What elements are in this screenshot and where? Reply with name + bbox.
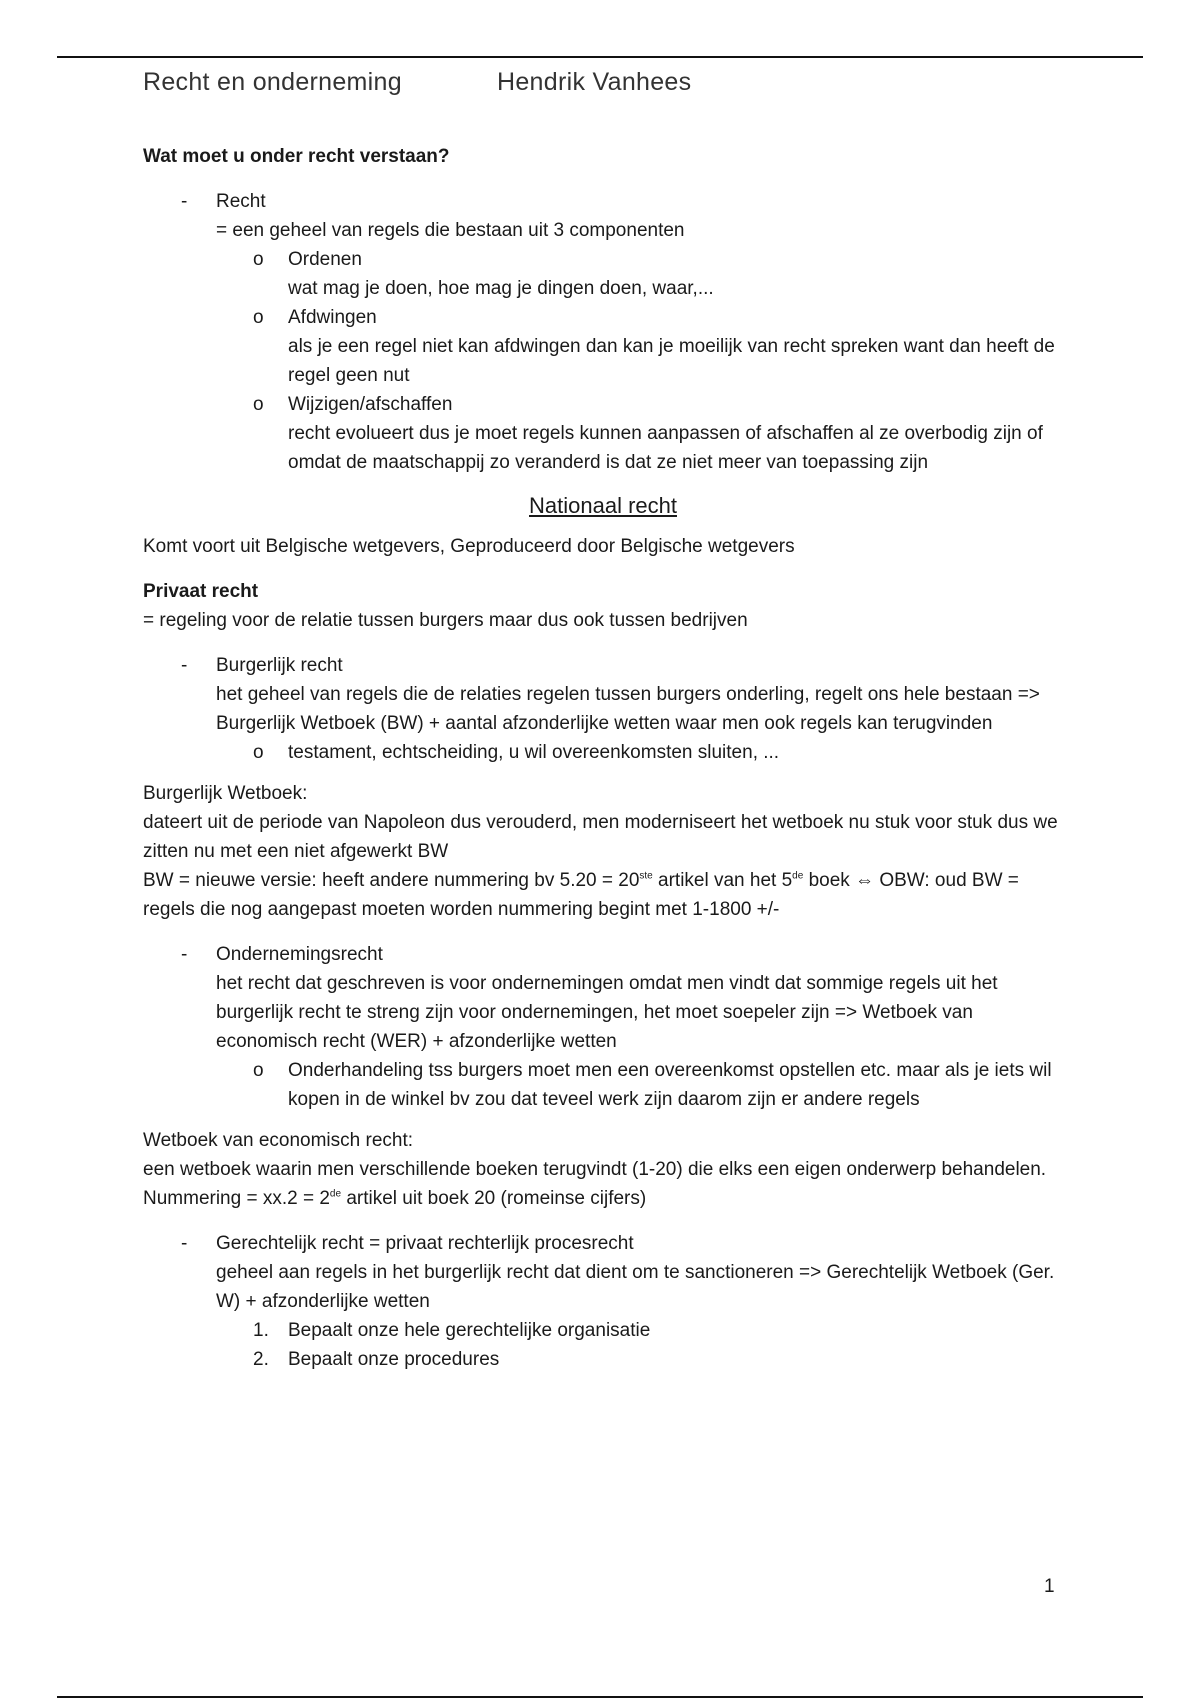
bullet-marker: o (253, 249, 264, 270)
list-item-ondernemingsrecht (143, 940, 1063, 1056)
number-marker: 1. (253, 1320, 269, 1341)
component-text: wat mag je doen, hoe mag je dingen doen, waar,... (288, 278, 714, 299)
page-header (143, 68, 692, 97)
example-item (143, 738, 1063, 767)
bw-numbering-part3: boek ⇔ OBW: oud BW = regels die nog aangepast moeten worden nummering begint met 1-1800 +/- (143, 870, 1019, 920)
document-body (143, 142, 1063, 1374)
component-item (143, 245, 1063, 303)
ondernemingsrecht-sub-item (143, 1056, 1063, 1114)
top-rule (57, 56, 1143, 58)
bw-title: Burgerlijk Wetboek: (143, 783, 308, 804)
bw-numbering-part1: BW = nieuwe versie: heeft andere nummering bv 5.20 = 20 (143, 870, 640, 891)
privaat-title: Privaat recht (143, 581, 259, 602)
superscript: de (792, 870, 804, 882)
gerechtelijk-text: geheel aan regels in het burgerlijk recht dat dient om te sanctioneren => Gerechtelijk Wetboek (Ger. W) + afzonderlijke wetten (216, 1262, 1055, 1312)
section-heading: Nationaal recht (529, 493, 677, 518)
component-title: Wijzigen/afschaffen (288, 394, 453, 415)
wer-text (143, 1155, 1063, 1213)
ondernemingsrecht-label: Ondernemingsrecht (216, 944, 383, 965)
component-title: Ordenen (288, 249, 362, 270)
burgerlijk-recht-text: het geheel van regels die de relaties regelen tussen burgers onderling, regelt ons hele bestaan => Burgerlijk Wetboek (BW) + aantal afzonderlijke wetten waar men ook regels kan terugvinden (216, 684, 1040, 734)
list-item-recht (143, 187, 1063, 245)
bottom-rule (57, 1696, 1143, 1698)
bw-numbering-part2: artikel van het 5 (652, 870, 793, 891)
ondernemingsrecht-text: het recht dat geschreven is voor ondernemingen omdat men vindt dat sommige regels uit het burgerlijk recht te streng zijn voor ondernemingen, het moet soepeler zijn => Wetboek van economisch recht (WER) + afzonderlijke wetten (216, 973, 998, 1052)
privaat-definition: = regeling voor de relatie tussen burgers maar dus ook tussen bedrijven (143, 610, 748, 631)
bw-text: dateert uit de periode van Napoleon dus verouderd, men moderniseert het wetboek nu stuk voor stuk dus we zitten nu met een niet afgewerkt BW (143, 812, 1058, 862)
wer-text-part1: een wetboek waarin men verschillende boeken terugvindt (1-20) die elks een eigen onderwerp behandelen. Nummering = xx.2 = 2 (143, 1159, 1047, 1209)
list-item-burgerlijk-recht (143, 651, 1063, 738)
gerechtelijk-label: Gerechtelijk recht = privaat rechterlijk procesrecht (216, 1233, 634, 1254)
list-item-gerechtelijk-recht (143, 1229, 1063, 1316)
bullet-marker: o (253, 307, 264, 328)
superscript: ste (639, 870, 653, 882)
author-name: Hendrik Vanhees (497, 68, 692, 96)
national-intro: Komt voort uit Belgische wetgevers, Geproduceerd door Belgische wetgevers (143, 536, 795, 557)
numbered-item-text: Bepaalt onze hele gerechtelijke organisatie (288, 1320, 651, 1341)
dash-marker: - (181, 191, 188, 212)
page-number: 1 (1044, 1576, 1055, 1597)
question-heading: Wat moet u onder recht verstaan? (143, 146, 450, 167)
bullet-marker: o (253, 1060, 264, 1081)
component-text: als je een regel niet kan afdwingen dan kan je moeilijk van recht spreken want dan heeft de regel geen nut (288, 336, 1055, 386)
number-marker: 2. (253, 1349, 269, 1370)
dash-marker: - (181, 944, 188, 965)
superscript: de (329, 1188, 342, 1200)
wer-text-part2: artikel uit boek 20 (romeinse cijfers) (341, 1188, 647, 1209)
burgerlijk-recht-label: Burgerlijk recht (216, 655, 343, 676)
wer-title: Wetboek van economisch recht: (143, 1130, 414, 1151)
recht-label: Recht (216, 191, 266, 212)
numbered-item-text: Bepaalt onze procedures (288, 1349, 500, 1370)
component-text: recht evolueert dus je moet regels kunnen aanpassen of afschaffen al ze overbodig zijn of omdat de maatschappij zo veranderd is dat ze niet meer van toepassing zijn (288, 423, 1043, 473)
course-title: Recht en onderneming (143, 68, 402, 96)
bullet-marker: o (253, 742, 264, 763)
bullet-marker: o (253, 394, 264, 415)
example-text: testament, echtscheiding, u wil overeenkomsten sluiten, ... (288, 742, 780, 763)
numbered-item (143, 1316, 1063, 1345)
dash-marker: - (181, 1233, 188, 1254)
component-item (143, 390, 1063, 477)
bw-numbering (143, 866, 1063, 924)
component-item (143, 303, 1063, 390)
component-title: Afdwingen (288, 307, 377, 328)
dash-marker: - (181, 655, 188, 676)
ondernemingsrecht-sub-text: Onderhandeling tss burgers moet men een overeenkomst opstellen etc. maar als je iets wil kopen in de winkel bv zou dat teveel werk zijn daarom zijn er andere regels (288, 1060, 1052, 1110)
numbered-item (143, 1345, 1063, 1374)
recht-definition: = een geheel van regels die bestaan uit 3 componenten (216, 220, 685, 241)
